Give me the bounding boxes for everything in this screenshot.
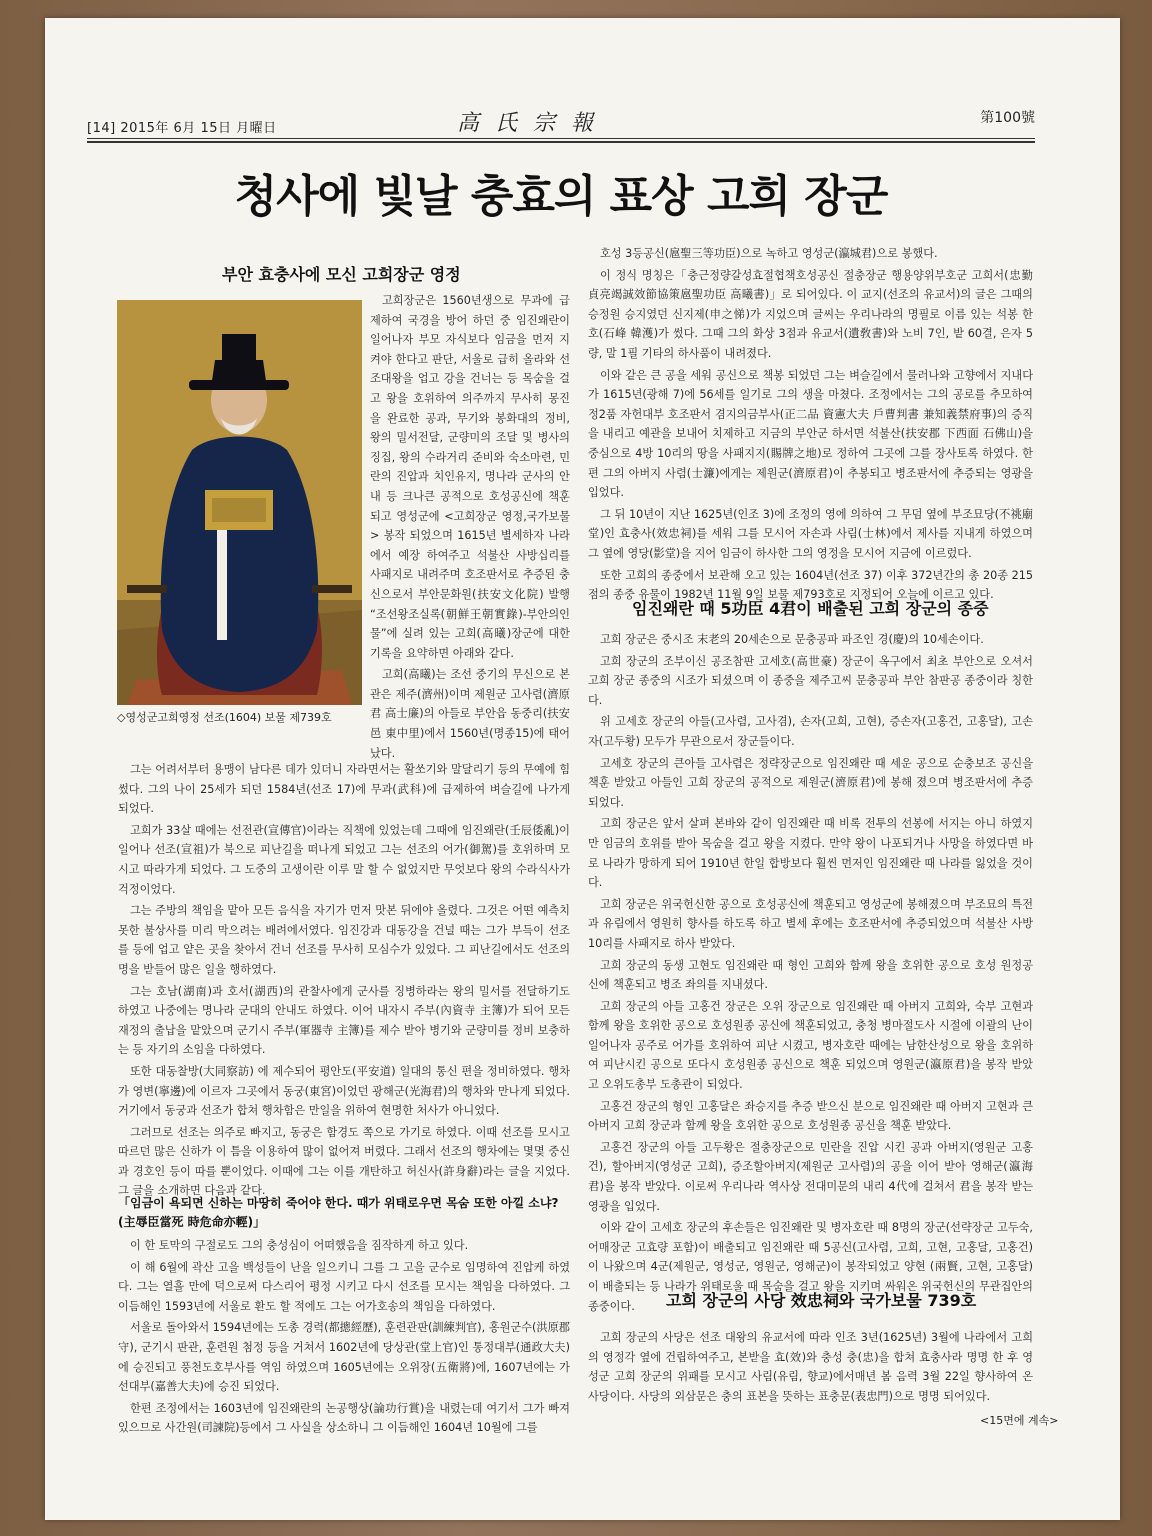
paragraph: 그는 어려서부터 용맹이 남다른 데가 있더니 자라면서는 활쏘기와 말달리기 등의 무예에 힘썼다. 그의 나이 25세가 되던 1584년(선조 17)에 무과(武科)에 급제하여 벼슬길에 나가게 되었다.: [118, 763, 570, 816]
paragraph: 고희가 33살 때에는 선전관(宣傳官)이라는 직책에 있었는데 그때에 임진왜란(壬辰倭亂)이 일어나 선조(宣祖)가 북으로 피난길을 떠나게 되었고 그는 선조의 어가(御駕)를 호위하며 모시고 따라가게 되었다. 그 도중의 고생이란 이루 말 할 수 없었지만 무엇보다 왕의 수라식사가 걱정이었다.: [118, 823, 570, 896]
quote-block: 「임금이 욕되면 신하는 마땅히 죽어야 한다. 때가 위태로우면 목숨 또한 아낄 소냐? (主辱臣當死 時危命亦輕)」: [118, 1196, 559, 1229]
text-beside-image: [370, 291, 570, 760]
paragraph: 고희 장군의 조부이신 공조참판 고세호(高世豪) 장군이 옥구에서 최초 부안으로 오셔서 고희 장군 종중의 시조가 되셨으며 이 종중을 제주고씨 문충공파 부안 참판공 종중이라 칭한다.: [588, 654, 1033, 707]
paragraph: 고희 장군은 앞서 살펴 본바와 같이 임진왜란 때 비록 전투의 선봉에 서지는 아니 하였지만 임금의 호위를 받아 목숨을 걸고 왕을 지켰다. 만약 왕이 나포되거나 사망을 하였다면 바로 나라가 망하게 되어 1910년 한일 합방보다 훨씬 먼저인 임진왜란 때 나라를 잃었을 것이다.: [588, 817, 1033, 890]
paper-name: 高氏宗報: [457, 111, 610, 136]
paragraph: 고희 장군은 위국헌신한 공으로 호성공신에 책훈되고 영성군에 봉해졌으며 부조묘의 특전과 유림에서 영원히 향사를 하도록 하고 별세 후에는 호조판서에 추증되었으며 석불산 사방 10리를 사패지로 하사 받았다.: [588, 897, 1033, 950]
paragraph: 고희 장군의 동생 고현도 임진왜란 때 형인 고희와 함께 왕을 호위한 공으로 호성 원정공신에 책훈되고 병조 좌의를 지내셨다.: [588, 958, 1033, 992]
paragraph: 이와 같이 고세호 장군의 후손들은 임진왜란 및 병자호란 때 8명의 장군(선략장군 고두숙, 어매장군 고효량 포함)이 배출되고 임진왜란 때 5공신(고사렴, 고희, 고현, 고홍달, 고홍건)이 나왔으며 4군(제원군, 영성군, 영원군, 영해군)이 봉작되었고 양현 (兩賢, 고현, 고홍달)이 배출되는 등 나라가 위태로울 때 목숨을 걸고 왕을 지키며 싸워온 위국헌신의 무관집안의 종중이다.: [588, 1221, 1033, 1313]
section2-title: 임진왜란 때 5功臣 4君이 배출된 고희 장군의 종중: [632, 599, 989, 618]
section1-title: 부안 효충사에 모신 고희장군 영정: [222, 265, 461, 284]
right-column-section3: [588, 1328, 1033, 1408]
paragraph: 서울로 돌아와서 1594년에는 도총 경력(都摠經歷), 훈련관판(訓練判官), 홍원군수(洪原郡守), 군기시 판관, 훈련원 첨정 등을 거쳐서 1602년에 당상관(堂上官)인 통정대부(通政大夫)에 승진되고 풍천도호부사를 역임 하였으며 1605년에는 오위장(五衛將)에, 1607년에는 가선대부(嘉善大夫)에 승진 되었다.: [118, 1321, 570, 1394]
left-column-after-quote: [118, 1236, 570, 1435]
paragraph: 이와 같은 큰 공을 세워 공신으로 책봉 되었던 그는 벼슬길에서 물러나와 고향에서 지내다가 1615년(광해 7)에 56세를 일기로 그의 생을 마쳤다. 조정에서는 그의 공로를 추모하여 정2품 자헌대부 호조판서 겸지의금부사(正二品 資憲大夫 戶曹判書 兼知義禁府事)의 증직을 내리고 예관을 보내어 치제하고 지금의 부안군 하서면 석불산(扶安郡 下西面 石佛山)을 중심으로 4방 10리의 땅을 사패지지(賜牌之地)로 정하여 그곳에 그를 장사토록 하였다. 한편 그의 아버지 사렴(士濂)에게는 제원군(濟原君)이 추봉되고 병조판서에 추증되는 영광을 입었다.: [588, 368, 1033, 500]
paragraph: 고희장군은 1560년생으로 무과에 급제하여 국경을 방어 하던 중 임진왜란이 일어나자 부모 자식보다 임금을 먼저 지켜야 한다고 판단, 서울로 급히 올라와 선조대왕을 업고 강을 건너는 등 목숨을 걸고 왕을 호위하여 의주까지 무사히 몽진을 완료한 공과, 무기와 봉화대의 정비, 왕의 밀서전달, 군량미의 조달 및 병사의 징집, 왕의 수라거리 준비와 숙소마련, 민란의 진압과 치인유지, 명나라 군사의 안내 등 크나큰 공적으로 호성공신에 책훈되고 영성군에 <고희장군 영정,국가보물> 봉작 되었으며 1615년 별세하자 나라에서 예장 하여주고 석불산 사방십리를 사패지로 내려주며 호조판서로 추증된 충신으로서 부안문화원(扶安文化院) 발행 “조선왕조실록(朝鮮王朝實錄)-부안의인물”에 실려 있는 고희(高曦)장군에 대한 기록을 요약하면 아래와 같다.: [370, 294, 570, 660]
paragraph: 또한 대동찰방(大同察訪) 에 제수되어 평안도(平安道) 일대의 통신 편을 정비하였다. 행차가 영변(寧邊)에 이르자 그곳에서 동궁(東宮)이었던 광해군(光海君)의 행차와 만나게 되었다. 거기에서 동궁과 선조가 합쳐 행차함은 만일을 위하여 현명한 처사가 아니었다.: [118, 1064, 570, 1118]
paragraph: 고희 장군의 아들 고홍건 장군은 오위 장군으로 임진왜란 때 아버지 고희와, 숙부 고현과 함께 왕을 호위한 공으로 호성원종 공신에 책훈되었고, 충청 병마절도사 시절에 이괄의 난이 일어나자 공주로 어가를 호위하여 피난 시켰고, 병자호란 때에는 남한산성으로 왕을 호위하여 피난시킨 공으로 또다시 호성원종 공신으로 책훈 되었으며 영원군(瀛原君)을 봉작 받았고 오위도총부 도총관이 되었다.: [588, 999, 1033, 1092]
paragraph: 호성 3등공신(扈聖三等功臣)으로 녹하고 영성군(瀛城君)으로 봉했다.: [600, 247, 938, 260]
paragraph: 그는 주방의 책임을 맡아 모든 음식을 자기가 먼저 맛본 뒤에야 올렸다. 그것은 어떤 예측치 못한 불상사를 미리 막으려는 배려에서였다. 임진강과 대동강을 건널 때는 그가 부득이 선조를 등에 업고 얕은 곳을 찾아서 건너 선조를 무사히 모심수가 있었다. 그 피난길에서도 선조의 명을 받들어 많은 일을 행하였다.: [118, 904, 570, 976]
paragraph: 그러므로 선조는 의주로 빠지고, 동궁은 함경도 쪽으로 가기로 하였다. 이때 선조를 모시고 따르던 많은 신하가 이 틈을 이용하여 많이 없어져 버렸다. 그래서 선조의 행차에는 몇몇 중신과 경호인 등이 따를 뿐이었다. 이때에 그는 이를 개탄하고 허신사(許身辭)라는 글을 지었다. 그 글을 소개하면 다음과 같다.: [118, 1125, 570, 1198]
paragraph: 이 해 6월에 곽산 고을 백성들이 난을 일으키니 그를 그 고을 군수로 임명하여 진압케 하였다. 그는 열흘 만에 덕으로써 다스리어 평정 시키고 다시 선조를 모시는 책임을 다하였다. 그 이듬해인 1593년에 서울로 환도 할 적에도 그는 어가호송의 책임을 다하였다.: [118, 1260, 570, 1313]
paragraph: 한편 조정에서는 1603년에 임진왜란의 논공행상(論功行賞)을 내렸는데 여기서 그가 빠져 있으므로 사간원(司諫院)등에서 그 사실을 상소하니 그 이듬해인 1604년 10월에 그를: [118, 1401, 570, 1435]
issue-date: [14] 2015年 6月 15日 月曜日: [87, 121, 277, 136]
paragraph: 위 고세호 장군의 아들(고사렴, 고사겸), 손자(고희, 고현), 증손자(고홍건, 고홍달), 고손자(고두황) 모두가 무관으로서 장군들이다.: [588, 715, 1033, 748]
headline: 청사에 빛날 충효의 표상 고희 장군: [234, 171, 888, 222]
page-header: [87, 104, 1035, 138]
section3-title: 고희 장군의 사당 效忠祠와 국가보물 739호: [666, 1291, 977, 1310]
portrait-caption: ◇영성군고희영정 선조(1604) 보물 제739호: [117, 711, 332, 724]
paragraph: 그 뒤 10년이 지난 1625년(인조 3)에 조정의 영에 의하여 그 무덤 옆에 부조묘당(不祧廟堂)인 효충사(效忠祠)를 세워 그를 모시어 자손과 사림(士林)에서 제사를 지내게 하였으며 그 옆에 영당(影堂)을 지어 임금이 하사한 그의 영정을 모시어 지금에 이르렀다.: [588, 507, 1033, 560]
paragraph: 또한 고희의 종중에서 보관해 오고 있는 1604년(선조 37) 이후 372년간의 총 20종 215점의 종중 유물이 1982년 11월 9일 보물 제793호로 지정되어 오늘에 이르고 있다.: [588, 568, 1033, 602]
paragraph: 고희(高曦)는 조선 중기의 무신으로 본관은 제주(濟州)이며 제원군 고사렴(濟原君 高士廉)의 아들로 부안읍 동중리(扶安邑 東中里)에서 1560년(명종15)에 태어났다.: [370, 668, 570, 760]
paragraph: 이 정식 명칭은「충근정량갈성효절협책호성공신 절충장군 행용양위부호군 고희서(忠勤貞亮竭誠效節協策扈聖功臣 高曦書)」로 되어있다. 이 교지(선조의 유교서)의 글은 그때의 승정원 승지였던 신지제(申之悌)가 지었으며 글씨는 우리나라의 명필로 이름 있는 석봉 한호(石峰 韓濩)가 썼다. 그때 그의 화상 3점과 유교서(遺敎書)와 노비 7인, 밭 60결, 은자 5량, 말 1필 기타의 하사품이 내려졌다.: [588, 268, 1033, 360]
header-rule: [87, 138, 1035, 139]
paragraph: 고세호 장군의 큰아들 고사렴은 정략장군으로 임진왜란 때 세운 공으로 순충보조 공신을 책훈 받았고 아들인 고희 장군의 공적으로 제원군(濟原君)에 봉해 졌으며 병조판서에 추증되었다.: [588, 756, 1033, 809]
left-column-body: [118, 760, 570, 1198]
paragraph: 고홍건 장군의 형인 고홍달은 좌승지를 추증 받으신 분으로 임진왜란 때 아버지 고현과 큰아버지 고희 장군과 함께 왕을 호위한 공으로 호성원종 공신을 책훈 받았다.: [588, 1099, 1033, 1133]
paragraph: 고희 장군의 사당은 선조 대왕의 유교서에 따라 인조 3년(1625년) 3월에 나라에서 고희의 영정각 옆에 건립하여주고, 본받을 효(效)와 충성 충(忠)을 합쳐 효충사라 명명 한 후 영성군 고희 장군의 위패를 모시고 사림(유림, 향교)에서매년 봄 음력 3월 22일 향사하여 온 사당이다. 사당의 외삼문은 충의 표본을 뜻하는 표충문(表忠門)으로 명명 되어있다.: [588, 1331, 1033, 1403]
right-column-top: [588, 244, 1033, 602]
paragraph: 고희 장군은 중시조 末老의 20세손으로 문충공파 파조인 경(慶)의 10세손이다.: [600, 633, 984, 646]
paragraph: 이 한 토막의 구절로도 그의 충성심이 어떠했음을 짐작하게 하고 있다.: [130, 1239, 469, 1252]
paragraph: 그는 호남(湖南)과 호서(湖西)의 관찰사에게 군사를 징병하라는 왕의 밀서를 전달하기도 하였고 나중에는 명나라 군대의 안내도 하였다. 이어 내자시 주부(內資寺 主簿)가 되어 모든 재정의 출납을 맡았으며 군기시 주부(軍器寺 主簿)를 제수 받아 병기와 군량미를 정비 보충하는 등 자기의 소임을 다하였다.: [118, 984, 570, 1057]
paragraph: 고홍건 장군의 아들 고두황은 절충장군으로 민란을 진압 시킨 공과 아버지(영원군 고홍건), 할아버지(영성군 고희), 증조할아버지(제원군 고사렴)의 공을 이어 받아 영해군(瀛海君)을 봉작 받았다. 이로써 우리나라 역사상 전대미문의 내리 4代에 걸쳐서 君을 봉작 받는 영광을 입었다.: [588, 1140, 1033, 1213]
portrait-image: [117, 300, 362, 705]
issue-number: 第100號: [980, 110, 1035, 126]
continued-note: <15면에 계속>: [980, 1414, 1059, 1427]
header-rule-thick: [87, 141, 1035, 143]
